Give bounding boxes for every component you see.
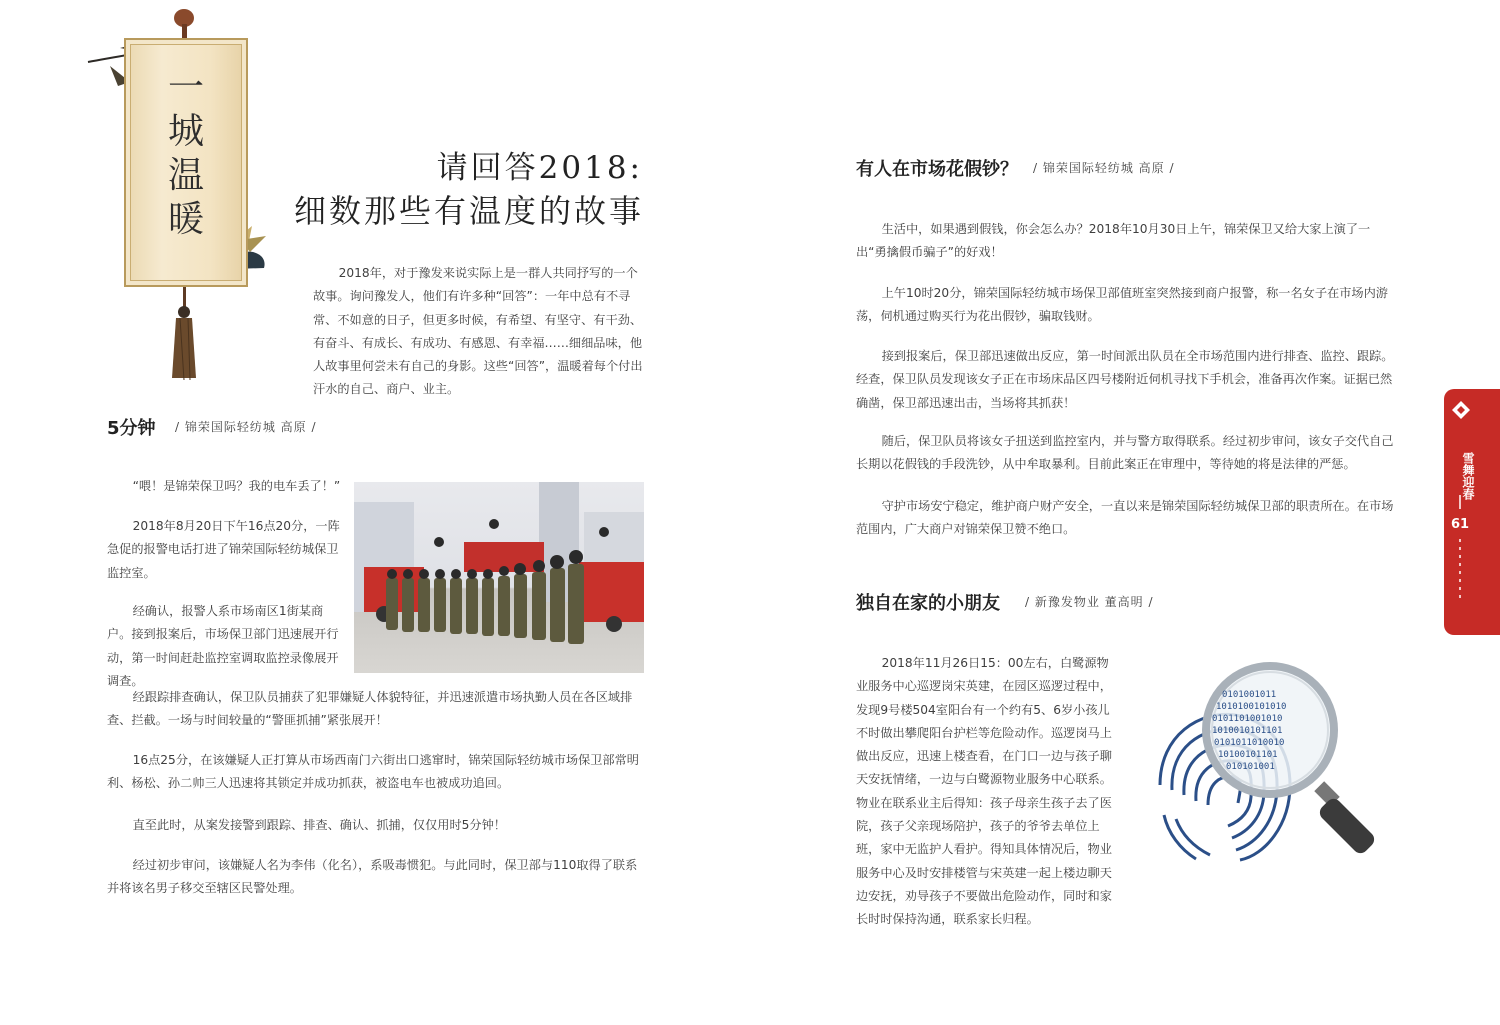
side-tab-label: 雪舞迎春 (1461, 452, 1475, 500)
section1-paragraph: 经跟踪排查确认，保卫队员捕获了犯罪嫌疑人体貌特征，并迅速派遣市场执勤人员在各区域排查、拦截。一场与时间较量的“警匪抓捕”紧张展开！ (107, 690, 633, 728)
section2-paragraph: 上午10时20分，锦荣国际轻纺城市场保卫部值班室突然接到商户报警，称一名女子在市场内游荡，伺机通过购买行为花出假钞，骗取钱财。 (856, 286, 1388, 324)
intro-paragraph: 2018年，对于豫发来说实际上是一群人共同抒写的一个故事。询问豫发人，他们有许多种“回答”：一年中总有不寻常、不如意的日子，但更多时候，有希望、有坚守、有干劲、有奋斗、有成长、有成功、有感恩、有幸福……细细品味，他人故事里何尝未有自己的身影。这些“回答”，温暖着每个付出汗水的自己、商户、业主。 (313, 266, 643, 397)
svg-text:010101001: 010101001 (1226, 762, 1275, 772)
section3-byline: / 新豫发物业 董高明 / (1025, 595, 1154, 609)
section1-paragraph: 经过初步审问，该嫌疑人名为李伟（化名），系吸毒惯犯。与此同时，保卫部与110取得了联系并将该名男子移交至辖区民警处理。 (107, 858, 638, 896)
section1-paragraph: 16点25分，在该嫌疑人正打算从市场西南门六街出口逃窜时，锦荣国际轻纺城市场保卫部常明利、杨松、孙二帅三人迅速将其锁定并成功抓获，被盗电车也被成功追回。 (107, 753, 639, 791)
svg-text:1010100101010: 1010100101010 (1216, 702, 1287, 712)
section2-paragraph: 随后，保卫队员将该女子扭送到监控室内，并与警方取得联系。经过初步审问，该女子交代自己长期以花假钱的手段洗钞，从中牟取暴利。目前此案正在审理中，等待她的将是法律的严惩。 (856, 434, 1394, 472)
dotted-divider (1459, 539, 1461, 599)
banner-title: 一城温暖 (167, 67, 204, 240)
headline-line1: 请回答2018: (436, 150, 643, 186)
fingerprint-magnifier-icon (1150, 655, 1400, 870)
section2-paragraph: 生活中，如果遇到假钱，你会怎么办？2018年10月30日上午，锦荣保卫又给大家上演了一出“勇擒假币骗子”的好戏！ (856, 222, 1371, 260)
security-team-photo (354, 482, 644, 673)
section1-paragraph: 直至此时，从案发接警到跟踪、排查、确认、抓捕，仅仅用时5分钟！ (132, 818, 506, 832)
section2-paragraph: 接到报案后，保卫部迅速做出反应，第一时间派出队员在全市场范围内进行排查、监控、跟踪。经查，保卫队员发现该女子正在市场床品区四号楼附近伺机寻找下手机会，准备再次作案。证据已然确凿，保卫部迅速出击，当场将其抓获！ (856, 349, 1394, 410)
section2-title: 有人在市场花假钞？ (856, 159, 1018, 180)
section1-byline: / 锦荣国际轻纺城 高原 / (175, 420, 317, 434)
section3-paragraph: 2018年11月26日15：00左右，白鹭源物业服务中心巡逻岗宋英建，在园区巡逻过程中，发现9号楼504室阳台有一个约有5、6岁小孩儿不时做出攀爬阳台护栏等危险动作。巡逻岗马上做出反应，迅速上楼查看，在门口一边与孩子聊天安抚情绪，一边与白鹭源物业服务中心联系。物业在联系业主后得知：孩子母亲生孩子去了医院，孩子父亲现场陪护，孩子的爷爷去单位上班，家中无监护人看护。得知具体情况后，物业服务中心及时安排楼管与宋英建一起上楼边聊天边安抚，劝导孩子不要做出危险动作，同时和家长时时保持沟通，联系家长归程。 (856, 656, 1112, 927)
section1-paragraph: “喂！是锦荣保卫吗？我的电车丢了！” (132, 479, 341, 493)
page-number: 61 (1450, 517, 1470, 532)
section1-paragraph: 2018年8月20日下午16点20分，一阵急促的报警电话打进了锦荣国际轻纺城保卫监控室。 (107, 519, 340, 580)
svg-text:0101011010010: 0101011010010 (1214, 738, 1285, 748)
svg-text:0101001011: 0101001011 (1222, 690, 1277, 700)
section1-title: 5分钟 (107, 418, 156, 439)
section-side-tab (1444, 389, 1500, 635)
photo-illustration (354, 482, 644, 673)
headline-line2: 细数那些有温度的故事 (293, 192, 644, 230)
diamond-logo-icon (1452, 401, 1470, 423)
section3-title: 独自在家的小朋友 (856, 593, 1000, 614)
section1-paragraph: 经确认，报警人系市场南区1街某商户。接到报案后，市场保卫部门迅速展开行动，第一时间赶赴监控室调取监控录像展开调查。 (107, 604, 339, 688)
svg-text:10100101101: 10100101101 (1218, 750, 1278, 760)
svg-text:0101101001010: 0101101001010 (1212, 714, 1283, 724)
section2-byline: / 锦荣国际轻纺城 高原 / (1033, 161, 1175, 175)
section2-paragraph: 守护市场安宁稳定，维护商户财产安全，一直以来是锦荣国际轻纺城保卫部的职责所在。在市场范围内，广大商户对锦荣保卫赞不绝口。 (856, 499, 1394, 537)
svg-text:1010010101101: 1010010101101 (1212, 726, 1283, 736)
